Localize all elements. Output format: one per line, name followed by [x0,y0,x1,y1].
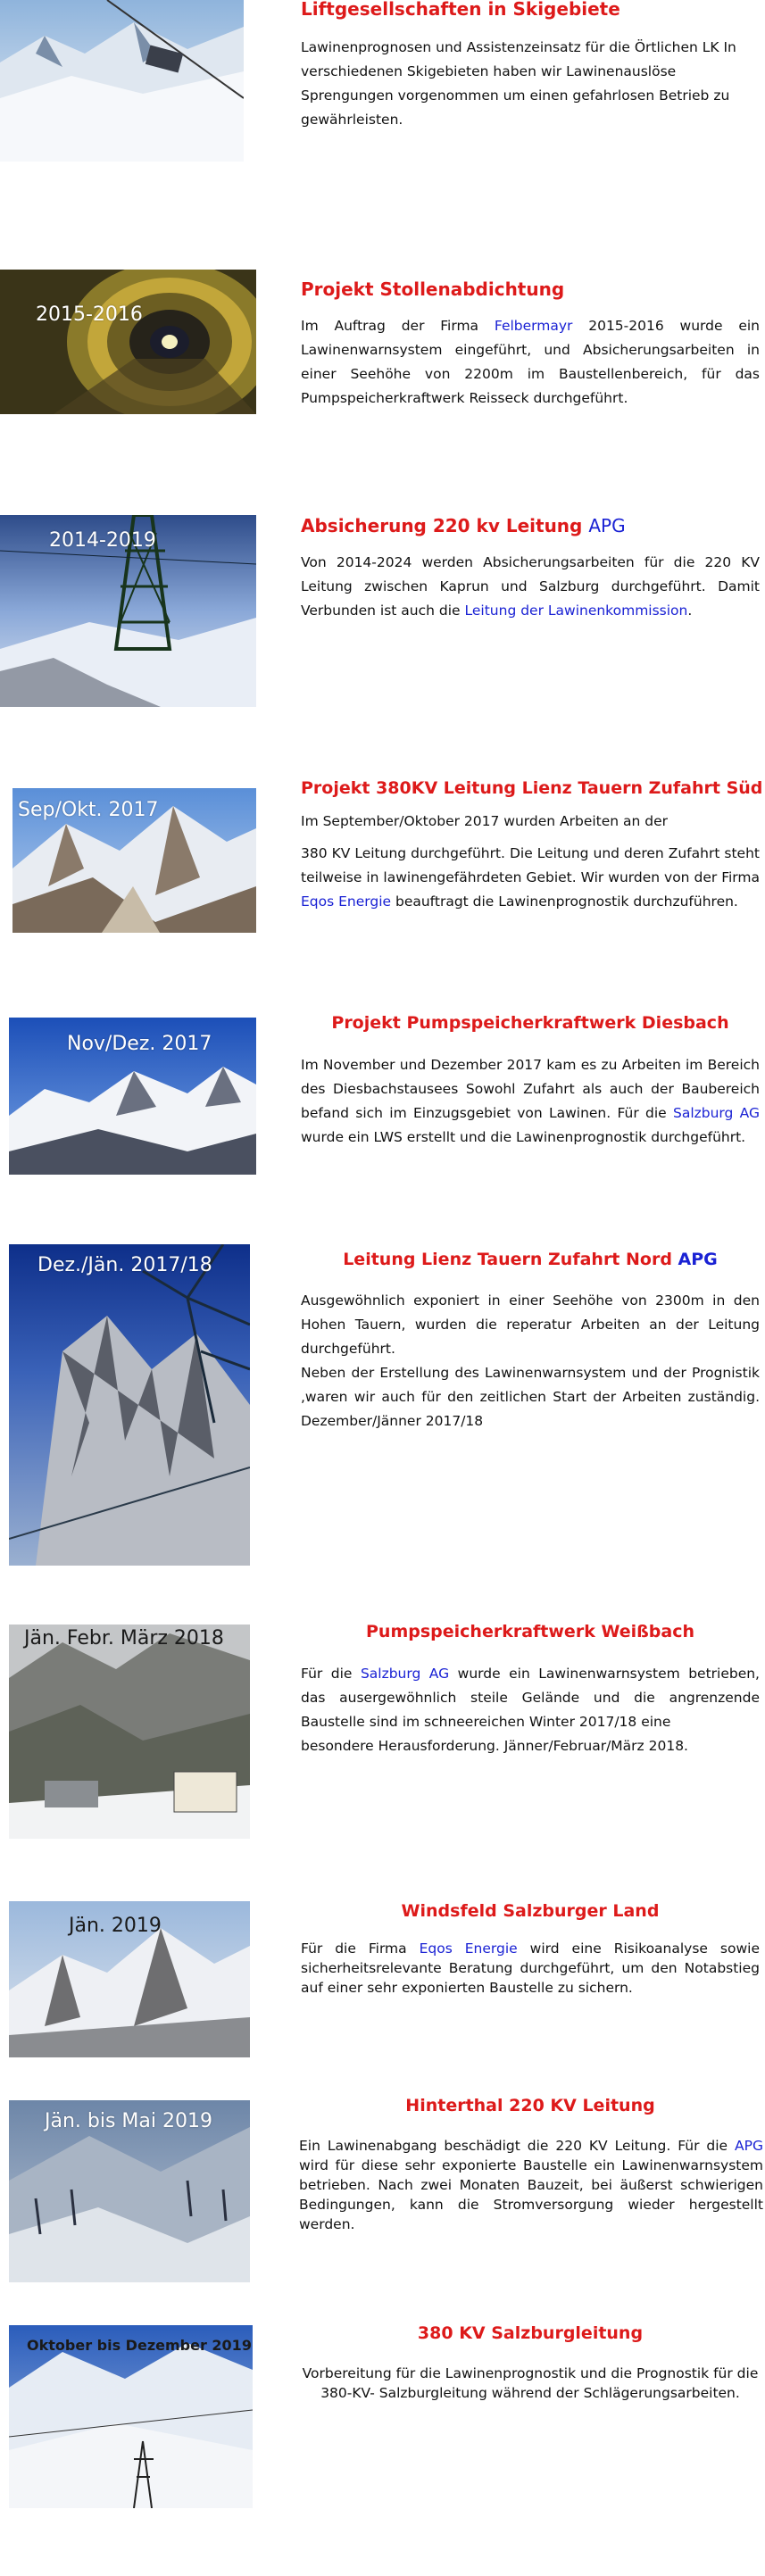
section-title-salzburgleitung: 380 KV Salzburgleitung [417,2323,644,2343]
section-text-380kv-sued-first: Im September/Oktober 2017 wurden Arbeiten an der [301,813,669,829]
photo-caption-2014-2019: 2014-2019 [49,529,156,552]
link-apg[interactable]: APG [678,1250,718,1269]
photo-caption-dez-jaen-2017-18: Dez./Jän. 2017/18 [37,1254,212,1276]
text-part: wurde ein LWS erstellt und die Lawinenprognostik durchgeführt. [301,1129,746,1145]
text-part: wurde ein Lawinenwarnsystem betrieben, das ausergewöhnlich steile Gelände und die angrenzende Baustelle sind im schneereichen Winter 2017/18 eine [301,1666,760,1730]
link-lawinenkommission[interactable]: Leitung der Lawinenkommission [464,602,688,619]
text-part: wird eine Risikoanalyse sowie sicherheitsrelevante Beratung durchgeführt, um den Notabstieg auf einer sehr exponierten Baustelle zu sichern. [301,1940,760,1996]
section-title-liftgesellschaften: Liftgesellschaften in Skigebiete [301,0,620,20]
section-title-hinterthal: Hinterthal 220 KV Leitung [405,2096,655,2115]
section-title-diesbach: Projekt Pumpspeicherkraftwerk Diesbach [331,1013,729,1033]
photo-caption-2015-2016: 2015-2016 [36,303,143,326]
section-title-lienz-nord [301,1250,760,1269]
photo-weissbach-construction [9,1625,250,1839]
title-text: Leitung Lienz Tauern Zufahrt Nord [343,1250,678,1269]
title-text: Absicherung 220 kv Leitung [301,515,589,536]
section-title-stollenabdichtung: Projekt Stollenabdichtung [301,278,565,300]
section-title-windsfeld: Windsfeld Salzburger Land [401,1901,660,1921]
photo-caption-jaen-bis-mai-2019: Jän. bis Mai 2019 [45,2110,212,2132]
section-text-hinterthal [299,2136,763,2234]
text-part: Für die Firma [301,1940,420,1957]
photo-caption-jaen-2019: Jän. 2019 [69,1915,162,1937]
section-text-salzburgleitung: Vorbereitung für die Lawinenprognostik und die Prognostik für die 380-KV- Salzburgleitung während der Schlägerungsarbeiten. [302,2365,759,2401]
text-part: 2015-2016 wurde ein Lawinenwarnsystem eingeführt, und Absicherungsarbeiten in einer Seehöhe von 2200m im Baustellenbereich, für das Pumpspeicherkraftwerk Reisseck durchgeführt. [301,318,760,406]
text-paragraph: Ausgewöhnlich exponiert in einer Seehöhe von 2300m in den Hohen Tauern, wurden die reperatur Arbeiten an der Leitung durchgeführt. [301,1292,760,1357]
photo-caption-sep-okt-2017: Sep/Okt. 2017 [18,799,159,821]
text-part: Im Auftrag der Firma [301,318,495,334]
section-title-absicherung [301,515,626,536]
link-eqos-energie[interactable]: Eqos Energie [419,1940,518,1957]
text-part: besondere Herausforderung. Jänner/Februar/März 2018. [301,1738,688,1754]
photo-rock-face-tower [9,1244,250,1566]
text-part: Im November und Dezember 2017 kam es zu Arbeiten im Bereich des Diesbachstausees Sowohl Zufahrt als auch der Baubereich befand sich im Einzugsgebiet von Lawinen. Für die [301,1057,760,1121]
photo-caption-nov-dez-2017: Nov/Dez. 2017 [67,1033,212,1055]
section-title-380kv-sued: Projekt 380KV Leitung Lienz Tauern Zufahrt Süd [301,778,763,798]
section-text-diesbach [301,1053,760,1150]
photo-ski-resort [0,0,244,162]
text-part: Von 2014-2024 werden Absicherungsarbeiten für die 220 KV Leitung zwischen Kaprun und Salzburg durchgeführt. Damit Verbunden ist auch die [301,554,760,619]
text-part: . [687,602,693,619]
photo-tunnel [0,270,256,414]
section-text-stollenabdichtung [301,314,760,411]
text-part: beauftragt die Lawinenprognostik durchzuführen. [391,893,738,910]
link-salzburg-ag[interactable]: Salzburg AG [672,1105,760,1121]
link-salzburg-ag[interactable]: Salzburg AG [360,1666,450,1682]
photo-caption-jaen-febr-maerz-2018: Jän. Febr. März 2018 [24,1627,224,1649]
text-part: Ein Lawinenabgang beschädigt die 220 KV Leitung. Für die [299,2138,736,2154]
section-text-absicherung [301,551,760,623]
section-title-weissbach: Pumpspeicherkraftwerk Weißbach [366,1622,694,1641]
section-text-weissbach [301,1662,760,1758]
link-eqos-energie[interactable]: Eqos Energie [301,893,392,910]
link-apg[interactable]: APG [735,2138,763,2154]
link-apg[interactable]: APG [588,515,626,536]
text-part: wird für diese sehr exponierte Baustelle ein Lawinenwarnsystem betrieben. Nach zwei Monaten Bauzeit, bei äußerst schwierigen Bedingungen, kann die Stromversorgung wieder hergestellt werden. [299,2157,763,2232]
text-part: Für die [301,1666,361,1682]
section-text-windsfeld [301,1939,760,1998]
section-text-lienz-nord [301,1289,760,1433]
text-paragraph: Neben der Erstellung des Lawinenwarnsystem und der Prognistik ,waren wir auch für den zeitlichen Start der Arbeiten zuständig. Dezember/Jänner 2017/18 [301,1365,760,1429]
section-text-380kv-sued [301,842,760,914]
text-part: 380 KV Leitung durchgeführt. Die Leitung und deren Zufahrt steht teilweise in lawinengefährdeten Gebiet. Wir wurden von der Firma [301,845,760,885]
photo-caption-oktober-bis-dezember-2019: Oktober bis Dezember 2019 [27,2337,252,2354]
link-felbermayr[interactable]: Felbermayr [494,318,573,334]
section-text-liftgesellschaften: Lawinenprognosen und Assistenzeinsatz für die Örtlichen LK In verschiedenen Skigebieten haben wir Lawinenauslöse Sprengungen vorgenommen um einen gefahrlosen Betrieb zu gewährleisten. [301,39,736,128]
